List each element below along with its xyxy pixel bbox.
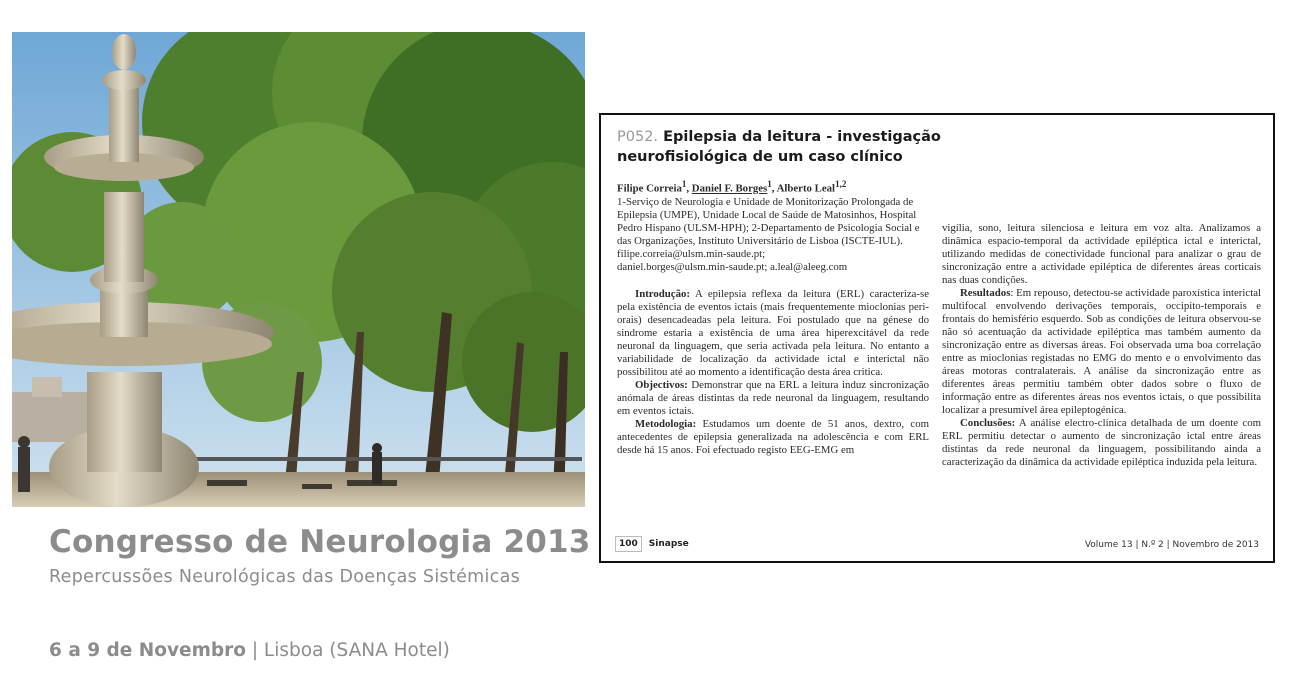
section-label: Introdução: <box>635 287 690 300</box>
abstract-right-column <box>942 222 1261 469</box>
abstract-title-text: Epilepsia da leitura - investigação neurofisiológica de um caso clínico <box>617 129 941 165</box>
section-label: Metodologia: <box>635 417 697 430</box>
objectives-section <box>617 379 929 418</box>
page-number: 100 <box>615 536 642 552</box>
intro-section <box>617 288 929 379</box>
section-label: Objectivos: <box>635 378 688 391</box>
methodology-continued: vigília, sono, leitura silenciosa e leitura em voz alta. Analizamos a dinâmica espacio-temporal da actividade epiléptica ictal e interictal, utilizando medidas de conectividade funcional para analizar o grau de sincronização entre a actividade epiléptica de diferentes áreas corticais nas duas condições. <box>942 222 1261 286</box>
author-list: Filipe Correia$^1$, Daniel F. Borges$^1$, Alberto Leal$^{1,2}$ <box>617 179 847 195</box>
congress-title: Congresso de Neurologia 2013 <box>49 524 591 560</box>
author-affiliation-mark: 1 <box>681 179 687 189</box>
abstract-code: P052. <box>617 129 659 145</box>
author-email: daniel.borges@ulsm.min-saude.pt; a.leal@aleeg.com <box>617 260 848 273</box>
conclusions-section <box>942 417 1261 469</box>
abstract-title <box>617 127 947 167</box>
abstract-left-column <box>617 178 929 457</box>
results-section <box>942 287 1261 417</box>
author-name: Daniel F. Borges <box>691 182 768 195</box>
section-text: Estudamos um doente de 51 anos, dextro, com antecedentes de epilepsia generalizada na adolescência e com ERL desde há 15 anos. Foi efectuado registo EEG-EMG em <box>617 417 929 456</box>
fountain-illustration <box>12 32 585 507</box>
congress-subtitle: Repercussões Neurológicas das Doenças Sistémicas <box>49 567 521 587</box>
congress-date: 6 a 9 de Novembro <box>49 640 246 661</box>
section-text: A epilepsia reflexa da leitura (ERL) caracteriza-se pela existência de eventos ictais (mais frequentemente mioclonias peri-orais) desencadeadas pela leitura. Foi postulado que na génese do sindrome estaria a existência de uma área hiperexcitável da rede neuronal da linguagem, que seria activada pela leitura. No entanto a variabilidade de localização da actividade ictal e interictal não possibilitou até ao momento a identificação desta área critica. <box>617 287 929 378</box>
author-name: Filipe Correia <box>617 182 682 195</box>
issue-info: Volume 13 | N.º 2 | Novembro de 2013 <box>1084 540 1259 550</box>
page-footer-left <box>615 536 689 552</box>
journal-name: Sinapse <box>648 539 689 549</box>
author-affiliation-mark: 1,2 <box>835 179 847 189</box>
methodology-section <box>617 418 929 457</box>
abstract-page <box>599 113 1275 563</box>
section-label: Conclusões: <box>960 417 1016 429</box>
section-label: Resultados <box>960 287 1011 299</box>
section-text: : Em repouso, detectou-se actividade paroxística interictal multifocal envolvendo derivações temporais, occipito-temporais e frontais do hemisfério esquerdo. Sob as condições de leitura observou-se não só acentuação da actividade epiléptica mas também aumento da sincronização entre as diversas áreas. Foi observada uma boa correlação entre as mioclonias registadas no EMG do mento e o envolvimento das áreas motoras contralaterais. A análise da sincronização entre as diferentes áreas permitiu também obter dados sobre o fluxo de informação entre as diferentes áreas nos eventos ictais, o que possibilita localizar a presumível área epileptogénica. <box>942 287 1261 416</box>
section-text: A análise electro-clínica detalhada de um doente com ERL permitiu detectar o aumento de sincronização ictal entre áreas distintas da rede neuronal da linguagem, possibilitando ainda a caracterização da dinâmica da actividade epiléptica induzida pela leitura. <box>942 417 1261 468</box>
fountain-park-photo <box>12 32 585 507</box>
author-email: filipe.correia@ulsm.min-saude.pt; <box>617 247 766 260</box>
section-text: Demonstrar que na ERL a leitura induz sincronização anómala de áreas distintas da rede neuronal da linguagem, resultando em eventos ictais. <box>617 378 929 417</box>
congress-location: | Lisboa (SANA Hotel) <box>245 640 450 661</box>
author-name: Alberto Leal <box>776 182 836 195</box>
affiliations: 1-Serviço de Neurologia e Unidade de Monitorização Prolongada de Epilepsia (UMPE), Unidade Local de Saúde de Matosinhos, Hospital Pedro Hispano (ULSM-HPH); 2-Departamento de Psicologia Social e das Organizações, Instituto Universitário de Lisboa (ISCTE-IUL). <box>617 195 920 247</box>
author-affiliation-mark: 1 <box>767 179 772 189</box>
congress-date-location <box>49 640 450 661</box>
